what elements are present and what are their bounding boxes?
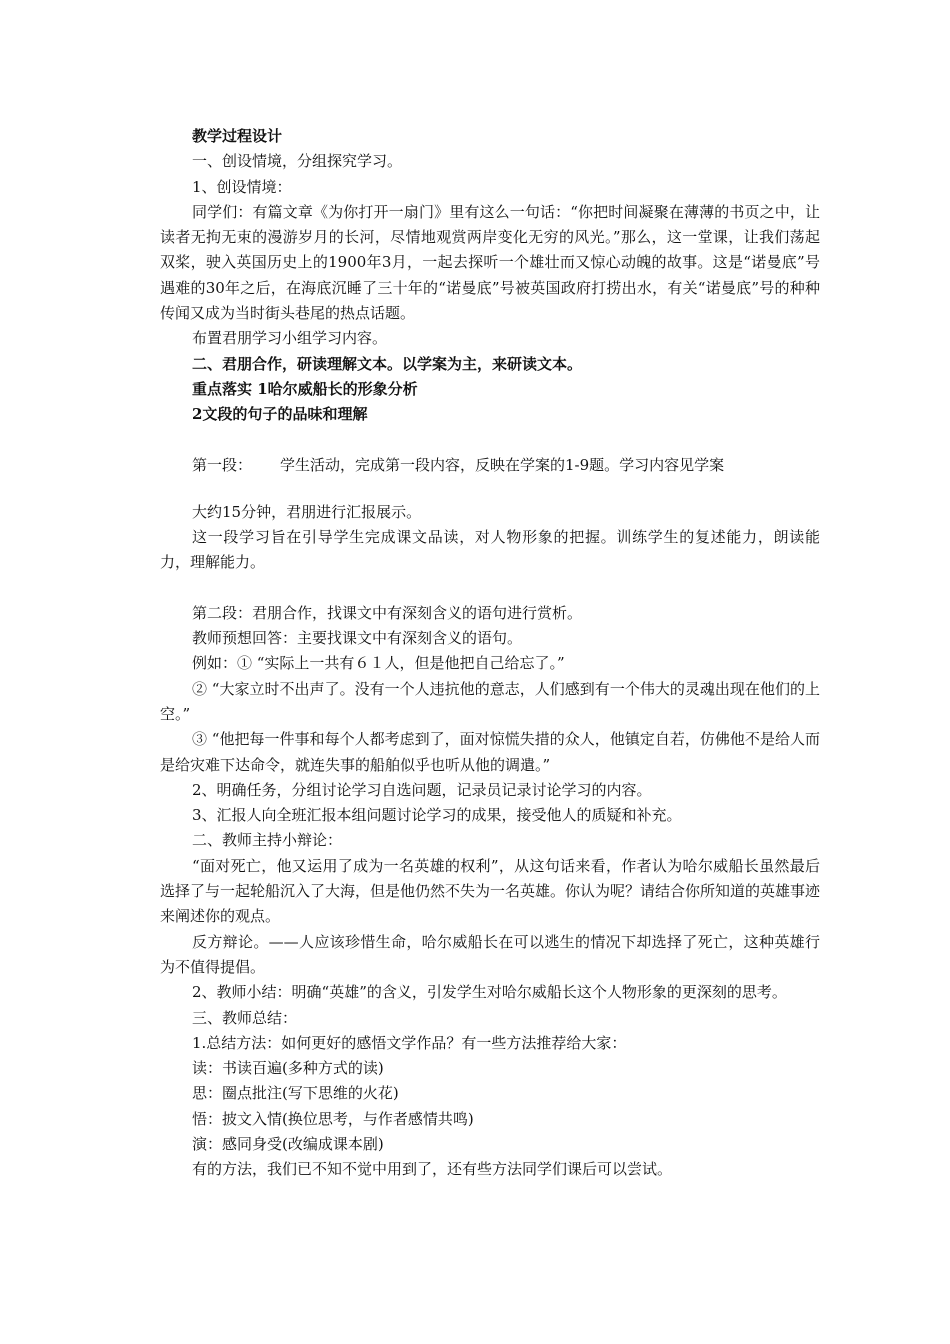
time-note: 大约15分钟，君朋进行汇报展示。 xyxy=(192,502,422,521)
paragraph-1-label: 第一段： xyxy=(192,455,253,474)
method-read: 读：书读百遍(多种方式的读) xyxy=(192,1059,384,1078)
focus-1: 重点落实 1哈尔威船长的形象分析 xyxy=(192,379,418,398)
task-3: 3、汇报人向全班汇报本组问题讨论学习的成果，接受他人的质疑和补充。 xyxy=(192,806,682,825)
paragraph-1-text: 学生活动，完成第一段内容，反映在学案的1-9题。学习内容见学案 xyxy=(280,455,725,474)
assign-line: 布置君朋学习小组学习内容。 xyxy=(192,329,388,348)
debate-heading: 二、教师主持小辩论： xyxy=(192,831,343,850)
document-body xyxy=(160,124,820,1183)
method-feel: 悟：披文入情(换位思考，与作者感情共鸣) xyxy=(192,1109,474,1128)
example-1: 例如：① “实际上一共有６１人，但是他把自己给忘了。” xyxy=(192,654,565,673)
method-think: 思：圈点批注(写下思维的火花) xyxy=(192,1084,399,1103)
section-1-heading: 一、创设情境，分组探究学习。 xyxy=(192,152,403,171)
paragraph-1-activity xyxy=(160,453,820,478)
opposing-argument: 反方辩论。——人应该珍惜生命，哈尔威船长在可以逃生的情况下却选择了死亡，这种英雄行为不值得提倡。 xyxy=(160,932,820,976)
method-act: 演：感同身受(改编成课本剧) xyxy=(192,1134,384,1153)
focus-2: 2文段的句子的品味和理解 xyxy=(192,405,368,424)
debate-question: “面对死亡，他又运用了成为一名英雄的权利”，从这句话来看，作者认为哈尔威船长虽然最后选择了与一起轮船沉入了大海，但是他仍然不失为一名英雄。你认为呢？请结合你所知道的英雄事迹来阐述你的观点。 xyxy=(160,856,821,926)
closing-line: 有的方法，我们已不知不觉中用到了，还有些方法同学们课后可以尝试。 xyxy=(192,1160,673,1179)
intro-paragraph: 同学们：有篇文章《为你打开一扇门》里有这么一句话：“你把时间凝聚在薄薄的书页之中，让读者无拘无束的漫游岁月的长河，尽情地观赏两岸变化无穷的风光。”那么，这一堂课，让我们荡起双桨，驶入英国历史上的1900年3月，一起去探听一个雄壮而又惊心动魄的故事。这是“诺曼底”号遇难的30年之后，在海底沉睡了三十年的“诺曼底”号被英国政府打捞出水，有关“诺曼底”号的种种传闻又成为当时街头巷尾的热点话题。 xyxy=(160,202,820,323)
paragraph-1-purpose: 这一段学习旨在引导学生完成课文品读，对人物形象的把握。训练学生的复述能力，朗读能力，理解能力。 xyxy=(160,528,820,572)
section-1-1: 1、创设情境： xyxy=(192,177,292,196)
example-2: ② “大家立时不出声了。没有一个人违抗他的意志，人们感到有一个伟大的灵魂出现在他们的上空。” xyxy=(160,679,820,723)
section-3-heading: 三、教师总结： xyxy=(192,1008,298,1027)
paragraph-2: 第二段：君朋合作，找课文中有深刻含义的语句进行赏析。 xyxy=(192,603,583,622)
section-2-heading: 二、君朋合作，研读理解文本。以学案为主，来研读文本。 xyxy=(192,354,583,373)
teacher-answer: 教师预想回答：主要找课文中有深刻含义的语句。 xyxy=(192,629,523,648)
teacher-summary: 2、教师小结：明确“英雄”的含义，引发学生对哈尔威船长这个人物形象的更深刻的思考。 xyxy=(192,983,787,1002)
doc-title: 教学过程设计 xyxy=(192,127,283,145)
task-2: 2、明确任务，分组讨论学习自选问题，记录员记录讨论学习的内容。 xyxy=(192,780,652,799)
method-intro: 1.总结方法：如何更好的感悟文学作品？有一些方法推荐给大家： xyxy=(192,1033,627,1052)
example-3: ③ “他把每一件事和每个人都考虑到了，面对惊慌失措的众人，他镇定自若，仿佛他不是给人而是给灾难下达命令，就连失事的船舶似乎也听从他的调遣。” xyxy=(160,730,820,774)
